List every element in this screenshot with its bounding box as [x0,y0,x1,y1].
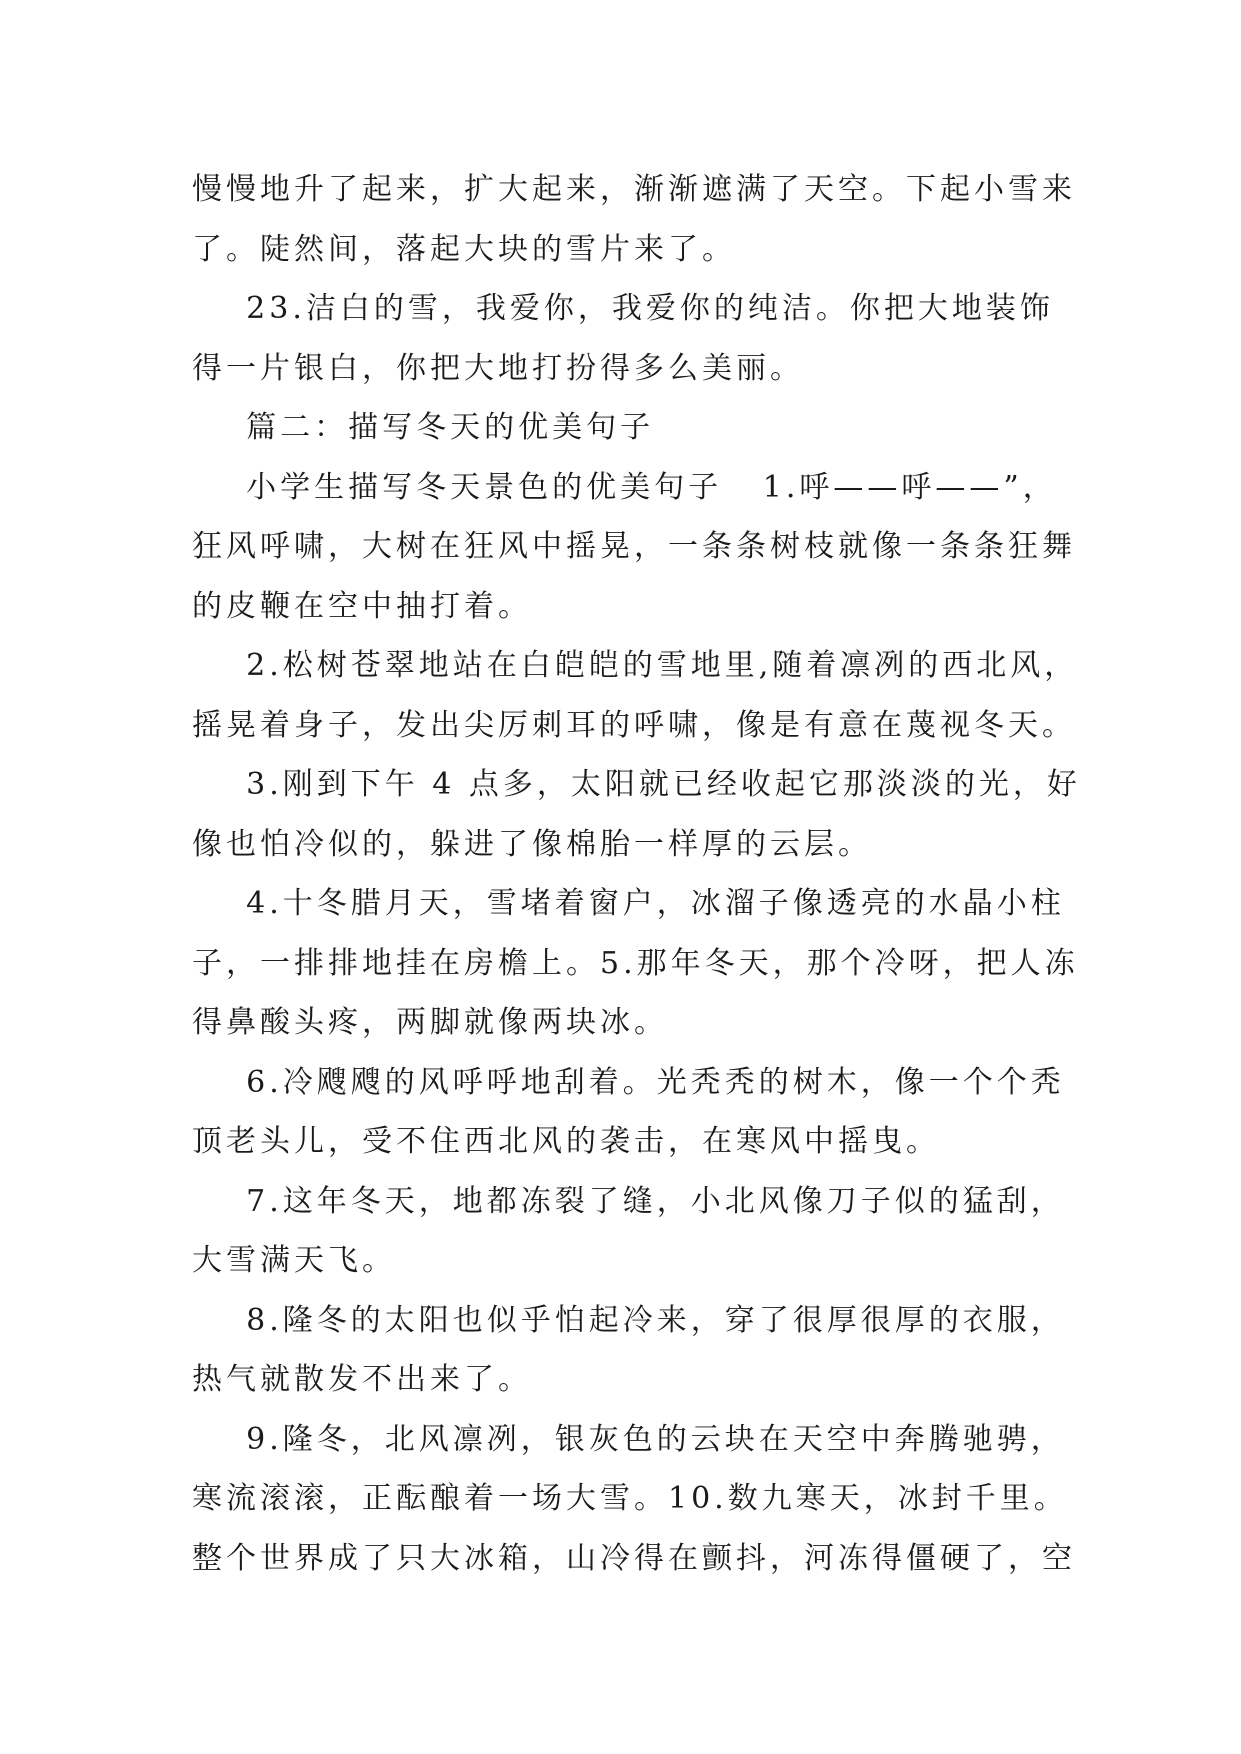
section-heading: 篇二：描写冬天的优美句子 [192,410,655,445]
text-line: 了。陡然间，落起大块的雪片来了。 [192,231,736,267]
text-line: 2.松树苍翠地站在白皑皑的雪地里,随着凛冽的西北风， [192,648,1079,683]
text-line: 热气就散发不出来了。 [192,1362,532,1397]
text-line: 像也怕冷似的，躲进了像棉胎一样厚的云层。 [192,826,872,862]
text-line: 7.这年冬天，地都冻裂了缝，小北风像刀子似的猛刮， [192,1183,1065,1219]
text-line: 整个世界成了只大冰箱，山冷得在颤抖，河冻得僵硬了，空 [192,1540,1076,1576]
text-line: 23.洁白的雪，我爱你，我爱你的纯洁。你把大地装饰 [192,291,1054,326]
text-line: 得鼻酸头疼，两脚就像两块冰。 [192,1005,668,1040]
text-line: 4.十冬腊月天，雪堵着窗户，冰溜子像透亮的水晶小柱 [192,886,1065,921]
text-line: 子，一排排地挂在房檐上。5.那年冬天，那个冷呀，把人冻 [192,945,1079,981]
text-line: 的皮鞭在空中抽打着。 [192,588,532,624]
text-line: 狂风呼啸，大树在狂风中摇晃，一条条树枝就像一条条狂舞 [192,529,1076,564]
text-line: 摇晃着身子，发出尖厉刺耳的呼啸，像是有意在蔑视冬天。 [192,707,1076,743]
text-line: 寒流滚滚，正酝酿着一场大雪。10.数九寒天，冰封千里。 [192,1481,1068,1516]
text-line: 小学生描写冬天景色的优美句子 1.呼——呼——”， [192,469,1057,505]
text-line: 6.冷飕飕的风呼呼地刮着。光秃秃的树木，像一个个秃 [192,1064,1065,1100]
text-line: 8.隆冬的太阳也似乎怕起冷来，穿了很厚很厚的衣服， [192,1302,1065,1338]
document-body [192,160,1081,1588]
text-line: 9.隆冬，北风凛冽，银灰色的云块在天空中奔腾驰骋， [192,1421,1065,1457]
text-line: 慢慢地升了起来，扩大起来，渐渐遮满了天空。下起小雪来 [192,172,1076,207]
text-line: 得一片银白，你把大地打扮得多么美丽。 [192,350,804,386]
text-line: 顶老头儿，受不住西北风的袭击，在寒风中摇曳。 [192,1124,940,1159]
text-line: 大雪满天飞。 [192,1243,396,1278]
text-line: 3.刚到下午 4 点多，太阳就已经收起它那淡淡的光，好 [192,767,1081,802]
